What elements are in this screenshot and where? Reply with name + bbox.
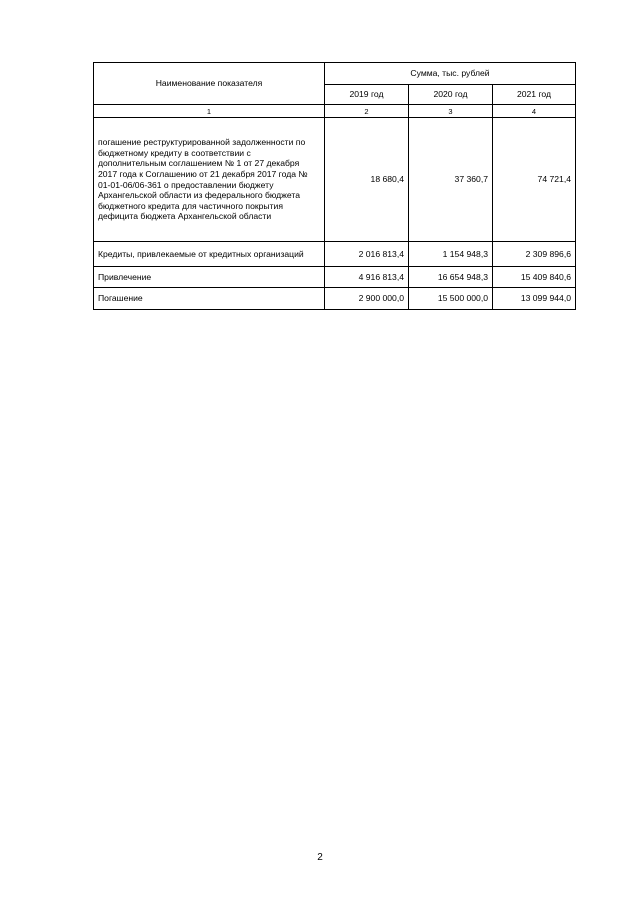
column-index-3: 3 xyxy=(409,105,493,118)
row-value-2020: 15 500 000,0 xyxy=(409,288,493,310)
row-value-2021: 74 721,4 xyxy=(493,118,576,242)
row-value-2019: 2 016 813,4 xyxy=(325,242,409,267)
table-row xyxy=(94,242,576,267)
row-value-2021: 2 309 896,6 xyxy=(493,242,576,267)
table-row xyxy=(94,118,576,242)
budget-table xyxy=(93,62,576,310)
row-label-repayment: Погашение xyxy=(94,288,325,310)
header-year-2019: 2019 год xyxy=(325,85,409,105)
row-value-2020: 1 154 948,3 xyxy=(409,242,493,267)
row-value-2019: 2 900 000,0 xyxy=(325,288,409,310)
row-value-2021: 13 099 944,0 xyxy=(493,288,576,310)
page-number: 2 xyxy=(317,852,323,863)
row-label-credit-organizations: Кредиты, привлекаемые от кредитных организаций xyxy=(94,242,325,267)
column-index-1: 1 xyxy=(94,105,325,118)
row-value-2020: 16 654 948,3 xyxy=(409,267,493,288)
header-sum-cell: Сумма, тыс. рублей xyxy=(325,63,576,85)
column-index-4: 4 xyxy=(493,105,576,118)
row-value-2021: 15 409 840,6 xyxy=(493,267,576,288)
header-year-2021: 2021 год xyxy=(493,85,576,105)
table-row xyxy=(94,288,576,310)
column-index-row xyxy=(94,105,576,118)
column-index-2: 2 xyxy=(325,105,409,118)
row-value-2020: 37 360,7 xyxy=(409,118,493,242)
header-name-cell: Наименование показателя xyxy=(94,63,325,105)
header-year-2020: 2020 год xyxy=(409,85,493,105)
row-value-2019: 18 680,4 xyxy=(325,118,409,242)
row-value-2019: 4 916 813,4 xyxy=(325,267,409,288)
header-row-top xyxy=(94,63,576,85)
table-row xyxy=(94,267,576,288)
row-label-restructured-debt: погашение реструктурированной задолженности по бюджетному кредиту в соответствии с дополнительным соглашением № 1 от 27 декабря 2017 года к Соглашению от 21 декабря 2017 года № 01-01-06/06-361 о предоставлении бюджету Архангельской области из федерального бюджета бюджетного кредита для частичного покрытия дефицита бюджета Архангельской области xyxy=(94,118,325,242)
row-label-attraction: Привлечение xyxy=(94,267,325,288)
